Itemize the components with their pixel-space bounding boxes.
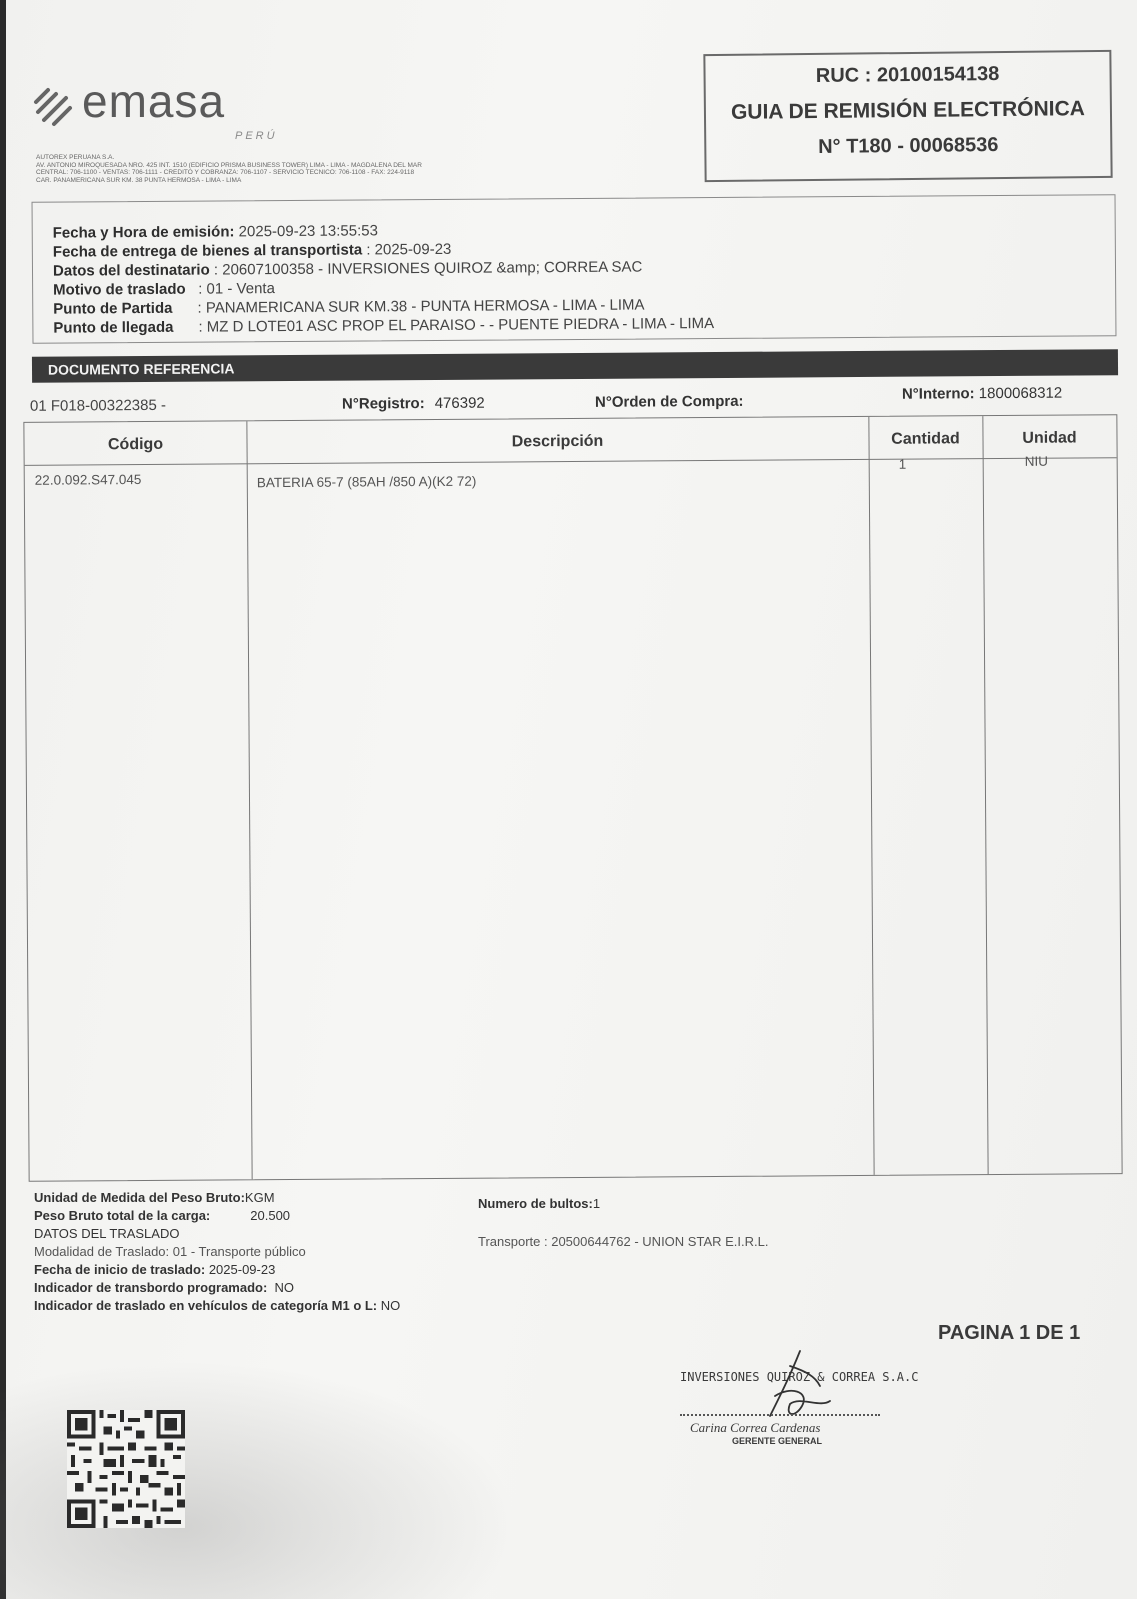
destinatario-label: Datos del destinatario (52, 261, 210, 280)
emision-row (53, 222, 378, 241)
entrega-row (53, 241, 452, 261)
ruc-box (703, 50, 1112, 182)
modalidad-row: Modalidad de Traslado: 01 - Transporte público (34, 1244, 306, 1259)
datos-traslado-heading: DATOS DEL TRASLADO (34, 1226, 180, 1241)
motivo-row (53, 280, 275, 299)
ruc-number: RUC : 20100154138 (815, 63, 1000, 87)
doc-reference-bar (32, 349, 1118, 383)
inicio-label: Fecha de inicio de traslado: (34, 1262, 206, 1277)
unidad-peso-label: Unidad de Medida del Peso Bruto: (34, 1190, 245, 1205)
interno-label: N°Interno: (901, 385, 975, 403)
transbordo-label: Indicador de transbordo programado: (34, 1280, 268, 1295)
header-cantidad: Cantidad (891, 430, 960, 448)
peso-row (34, 1208, 290, 1223)
logo-brand: emasa (82, 75, 226, 127)
item-descripcion: BATERIA 65-7 (85AH /850 A)(K2 72) (256, 473, 477, 491)
bultos-row (478, 1196, 600, 1211)
m1l-row (34, 1298, 400, 1313)
llegada-value: : MZ D LOTE01 ASC PROP EL PARAISO - - PUENTE PIEDRA - LIMA - LIMA (173, 315, 715, 336)
bultos-value: 1 (592, 1196, 601, 1211)
inicio-row (34, 1262, 275, 1277)
company-info-line: CAR. PANAMERICANA SUR KM. 38 PUNTA HERMOSA - LIMA - LIMA (36, 176, 242, 184)
inicio-value: 2025-09-23 (205, 1262, 276, 1277)
logo-country: PERÚ (235, 130, 278, 142)
registro-value: 476392 (434, 394, 485, 412)
document-number: N° T180 - 00068536 (818, 134, 999, 158)
item-unidad: NIU (1024, 453, 1048, 469)
signature-name: Carina Correa Cardenas (690, 1420, 821, 1435)
company-logo (30, 75, 290, 148)
unidad-peso-value: KGM (244, 1190, 275, 1205)
company-info-line: CENTRAL: 706-1100 - VENTAS: 706-1111 - CREDITO Y COBRANZA: 706-1107 - SERVICIO TECNICO: 706-1108 - FAX: 224-9118 (36, 169, 415, 176)
item-codigo: 22.0.092.S47.045 (34, 472, 142, 488)
peso-label: Peso Bruto total de la carga: (34, 1208, 211, 1223)
entrega-label: Fecha de entrega de bienes al transportista (52, 241, 363, 261)
interno-field (902, 385, 1062, 403)
registro-field (342, 395, 485, 413)
emasa-logo-icon (30, 82, 78, 130)
m1l-value: NO (377, 1298, 401, 1313)
company-address (36, 154, 616, 184)
emision-label: Fecha y Hora de emisión: (52, 223, 235, 242)
header-divider (25, 457, 1117, 466)
destinatario-value: : 20607100358 - INVERSIONES QUIROZ &amp; CORREA SAC (209, 258, 643, 279)
llegada-row (53, 315, 714, 337)
destinatario-row (53, 259, 642, 280)
m1l-label: Indicador de traslado en vehículos de categoría M1 o L: (34, 1298, 378, 1313)
registro-label: N°Registro: (341, 395, 425, 413)
page-number: PAGINA 1 DE 1 (938, 1322, 1081, 1344)
doc-reference-title: DOCUMENTO REFERENCIA (47, 360, 235, 378)
peso-value: 20.500 (250, 1208, 291, 1223)
shipment-info-box (32, 194, 1117, 344)
partida-value: : PANAMERICANA SUR KM.38 - PUNTA HERMOSA - LIMA - LIMA (172, 296, 645, 317)
transbordo-row (34, 1280, 294, 1295)
column-divider (246, 421, 252, 1179)
header-descripcion: Descripción (511, 432, 604, 451)
column-divider (982, 416, 988, 1174)
company-info-line: AV. ANTONIO MIROQUESADA NRO. 425 INT. 1510 (EDIFICIO PRISMA BUSINESS TOWER) LIMA - LIMA - MAGDALENA DEL MAR (36, 161, 422, 169)
partida-label: Punto de Partida (53, 299, 173, 318)
header-codigo: Código (107, 435, 164, 454)
items-table (23, 414, 1122, 1182)
item-cantidad: 1 (898, 456, 907, 472)
company-info-line: AUTOREX PERUANA S.A. (36, 154, 115, 161)
header-unidad: Unidad (1022, 429, 1077, 447)
motivo-value: : 01 - Venta (185, 280, 275, 298)
signature-company: INVERSIONES QUIROZ & CORREA S.A.C (680, 1370, 919, 1384)
entrega-value: : 2025-09-23 (362, 240, 452, 259)
signature-line (680, 1414, 880, 1416)
column-divider (868, 417, 874, 1175)
signature-block (670, 1346, 930, 1446)
transbordo-value: NO (267, 1280, 295, 1295)
orden-compra-label: N°Orden de Compra: (594, 392, 744, 411)
signature-role: GERENTE GENERAL (732, 1436, 823, 1446)
llegada-label: Punto de llegada (53, 318, 174, 337)
document-type: GUIA DE REMISIÓN ELECTRÓNICA (730, 97, 1086, 124)
bultos-label: Numero de bultos: (478, 1196, 593, 1211)
qr-code-icon (66, 1410, 186, 1528)
motivo-label: Motivo de traslado (53, 280, 186, 299)
interno-value: 1800068312 (974, 384, 1063, 403)
unidad-peso-row (34, 1190, 275, 1205)
reference-document: 01 F018-00322385 - (29, 396, 167, 415)
transporte-row: Transporte : 20500644762 - UNION STAR E.I.R.L. (478, 1234, 769, 1249)
partida-row (53, 297, 644, 318)
emision-value: 2025-09-23 13:55:53 (234, 222, 378, 241)
